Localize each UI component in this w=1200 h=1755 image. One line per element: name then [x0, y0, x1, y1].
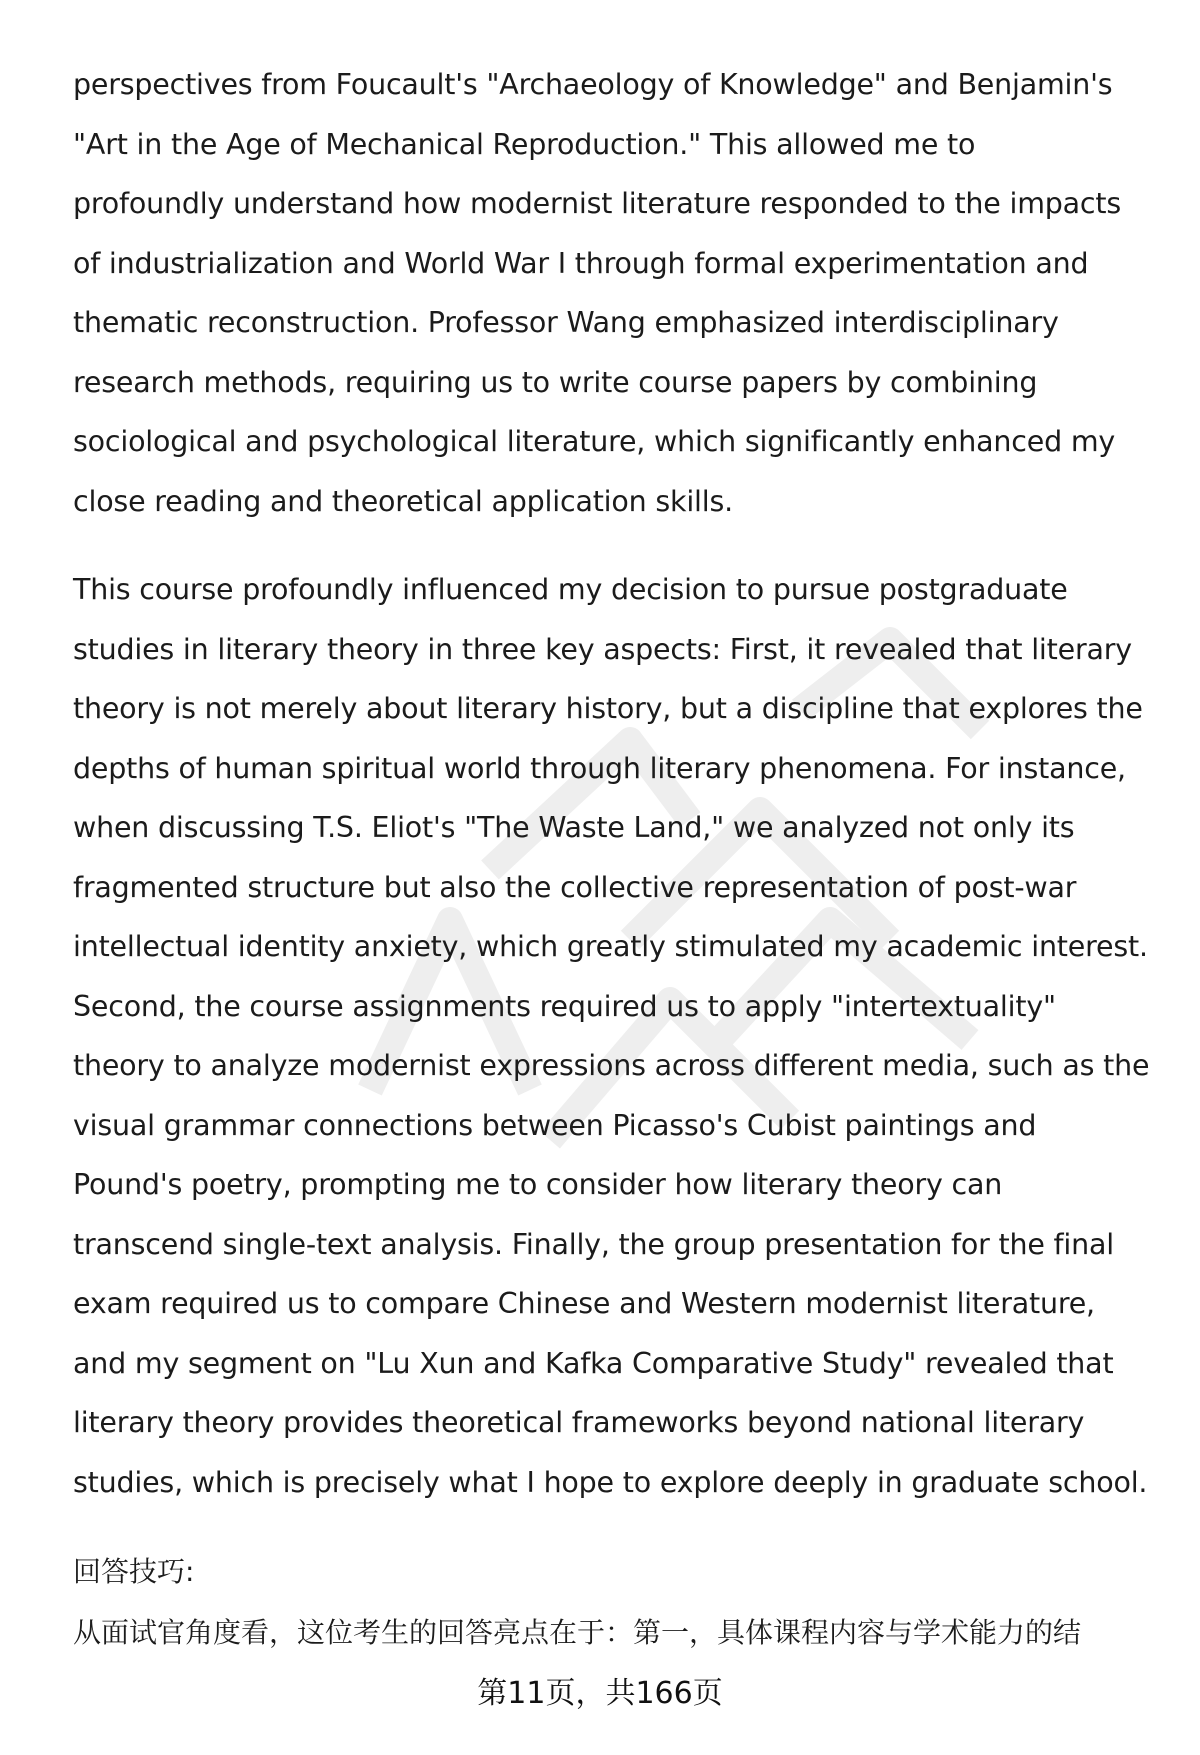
text-line: "Art in the Age of Mechanical Reproduction." This allowed me to	[73, 127, 976, 161]
text-line: research methods, requiring us to write course papers by combining	[73, 365, 1038, 399]
text-line: Pound's poetry, prompting me to consider how literary theory can	[73, 1168, 1003, 1201]
text-line: theory is not merely about literary history, but a discipline that explores the	[73, 692, 1143, 725]
text-line: exam required us to compare Chinese and Western modernist literature,	[73, 1287, 1095, 1320]
text-line: sociological and psychological literature, which significantly enhanced my	[73, 425, 1116, 458]
text-line: depths of human spiritual world through literary phenomena. For instance,	[73, 751, 1126, 785]
text-line: of industrialization and World War I through formal experimentation and	[73, 246, 1089, 280]
text-line: close reading and theoretical application skills.	[73, 484, 733, 518]
text-line: transcend single-text analysis. Finally, the group presentation for the final	[73, 1227, 1114, 1261]
page-number-footer: 第11页，共166页	[477, 1676, 723, 1711]
text-line: profoundly understand how modernist literature responded to the impacts	[73, 187, 1122, 220]
body-paragraph-2	[73, 560, 1158, 1512]
text-line: thematic reconstruction. Professor Wang emphasized interdisciplinary	[73, 306, 1059, 339]
text-line: when discussing T.S. Eliot's "The Waste Land," we analyzed not only its	[73, 811, 1075, 844]
text-line: fragmented structure but also the collective representation of post-war	[73, 870, 1077, 904]
text-line: and my segment on "Lu Xun and Kafka Comparative Study" revealed that	[73, 1346, 1114, 1380]
text-line: studies in literary theory in three key aspects: First, it revealed that literary	[73, 632, 1132, 666]
text-line: intellectual identity anxiety, which greatly stimulated my academic interest.	[73, 930, 1148, 963]
answer-tips-text: 从面试官角度看，这位考生的回答亮点在于：第一，具体课程内容与学术能力的结	[73, 1616, 1082, 1649]
body-paragraph-1	[73, 55, 1158, 531]
text-line: perspectives from Foucault's "Archaeology of Knowledge" and Benjamin's	[73, 68, 1113, 101]
text-line: literary theory provides theoretical frameworks beyond national literary	[73, 1406, 1085, 1439]
text-line: studies, which is precisely what I hope to explore deeply in graduate school.	[73, 1465, 1148, 1499]
text-line: visual grammar connections between Picasso's Cubist paintings and	[73, 1108, 1037, 1142]
answer-tips-heading: 回答技巧:	[73, 1555, 195, 1588]
text-line: This course profoundly influenced my decision to pursue postgraduate	[73, 573, 1068, 606]
text-line: theory to analyze modernist expressions across different media, such as the	[73, 1049, 1150, 1082]
text-line: Second, the course assignments required us to apply "intertextuality"	[73, 989, 1056, 1023]
